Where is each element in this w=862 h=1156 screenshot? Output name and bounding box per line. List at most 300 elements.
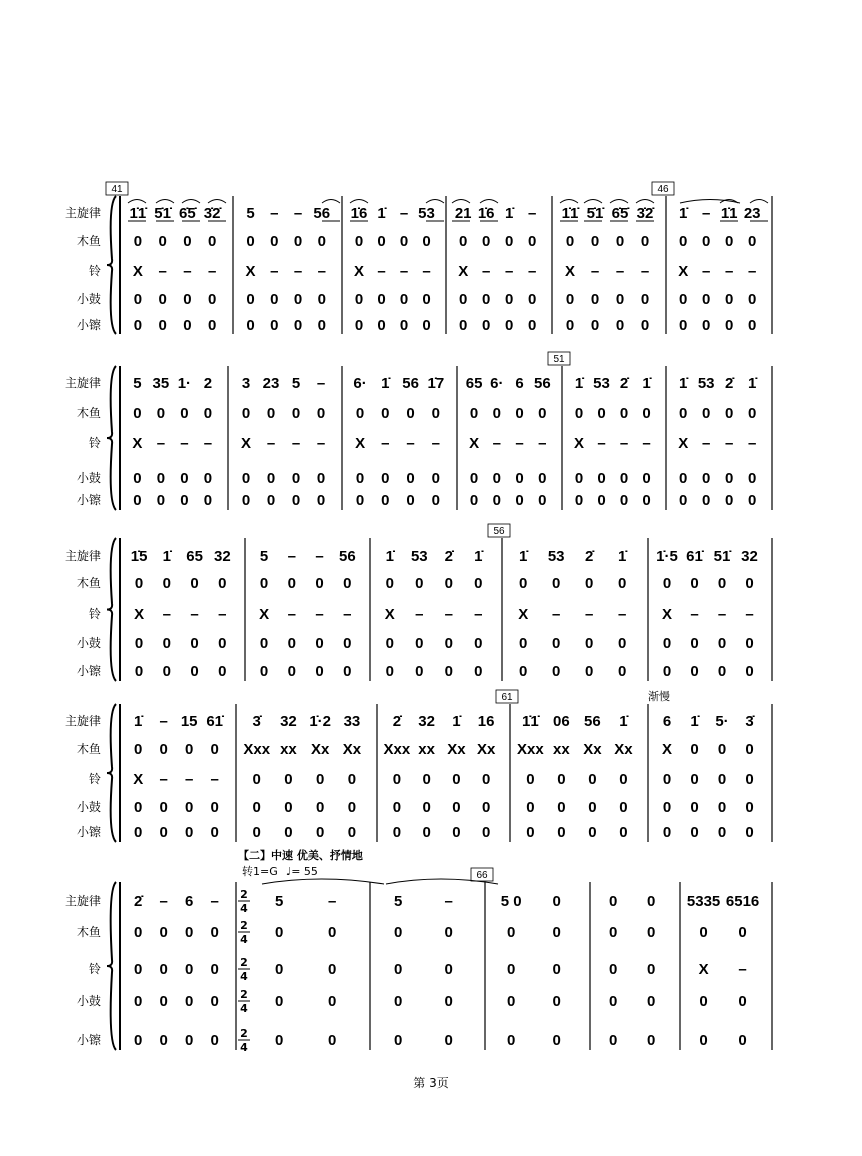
note-beat: 0: [717, 575, 727, 592]
note-beat: 0: [745, 575, 754, 592]
note-beat: –: [748, 435, 757, 452]
note-beat: –: [159, 893, 168, 910]
note-beat: 0: [156, 470, 166, 487]
note-beat: 0: [492, 492, 502, 509]
slur: [636, 200, 654, 204]
note-beat: 0: [158, 233, 167, 250]
note-beat: 0: [354, 317, 364, 334]
note-beat: 56: [534, 375, 551, 392]
note-beat: 0: [717, 741, 727, 758]
note-beat: 0: [381, 470, 390, 487]
note-beat: X: [661, 606, 673, 623]
note-beat: 0: [745, 635, 754, 652]
note-beat: 0: [481, 771, 491, 788]
note-beat: 0: [316, 771, 325, 788]
note-beat: –: [180, 435, 189, 452]
note-beat: –: [317, 263, 326, 280]
note-beat: –: [640, 263, 650, 280]
note-beat: 65: [186, 548, 203, 565]
note-beat: –: [158, 263, 167, 280]
note-beat: 0: [316, 799, 325, 816]
note-beat: Xx: [614, 741, 633, 758]
note-beat: –: [343, 606, 352, 623]
note-beat: –: [702, 263, 711, 280]
note-beat: 0: [552, 961, 561, 978]
note-beat: –: [162, 606, 172, 623]
note-beat: 0: [725, 405, 734, 422]
note-beat: 0: [505, 233, 514, 250]
note-beat: 0: [565, 233, 575, 250]
note-beat: 2̇: [134, 893, 143, 910]
note-beat: X: [259, 606, 270, 623]
note-beat: 0: [528, 317, 537, 334]
note-beat: 0: [159, 961, 168, 978]
note-beat: –: [745, 606, 754, 623]
note-beat: 0: [246, 317, 255, 334]
note-beat: 53: [410, 548, 428, 565]
note-beat: 0: [717, 663, 727, 680]
note-beat: 15: [180, 713, 198, 730]
note-beat: 33: [343, 713, 361, 730]
note-beat: 0: [291, 492, 301, 509]
note-beat: 5: [394, 893, 403, 910]
note-beat: 0: [538, 405, 547, 422]
note-beat: 0: [618, 575, 627, 592]
note-beat: X: [134, 606, 145, 623]
time-sig-top: 2: [240, 888, 248, 901]
note-beat: 0: [185, 799, 194, 816]
note-beat: 0: [690, 575, 699, 592]
note-beat: 0: [156, 492, 166, 509]
slur: [322, 200, 340, 204]
note-beat: 0: [134, 575, 144, 592]
system-brace: [107, 704, 116, 842]
note-beat: 0: [133, 492, 142, 509]
note-beat: 0: [647, 893, 656, 910]
note-beat: 1̇: [748, 375, 757, 392]
slur: [610, 200, 628, 204]
note-beat: 0: [647, 924, 656, 941]
note-beat: 0: [156, 405, 166, 422]
slur: [560, 200, 578, 204]
note-beat: 0: [355, 492, 365, 509]
note-beat: 0: [588, 799, 597, 816]
instrument-label: 小鼓: [76, 292, 101, 306]
note-beat: 0: [183, 233, 192, 250]
note-beat: 53: [547, 548, 565, 565]
instrument-label: 铃: [88, 772, 101, 786]
note-beat: –: [505, 263, 514, 280]
note-beat: 0: [609, 893, 618, 910]
note-beat: –: [316, 375, 326, 392]
note-beat: 0: [190, 635, 199, 652]
note-beat: –: [218, 606, 227, 623]
note-beat: 53: [418, 205, 435, 222]
note-beat: 5 0: [500, 893, 522, 910]
note-beat: 0: [482, 291, 491, 308]
note-beat: 0: [492, 405, 502, 422]
note-beat: 0: [552, 893, 561, 910]
instrument-label: 木鱼: [76, 576, 101, 590]
note-beat: –: [515, 435, 524, 452]
instrument-label: 木鱼: [76, 925, 101, 939]
note-beat: X: [678, 263, 689, 280]
note-beat: 0: [343, 635, 352, 652]
note-beat: 0: [738, 924, 747, 941]
note-beat: 0: [574, 470, 584, 487]
note-beat: 0: [552, 575, 561, 592]
note-beat: 0: [392, 799, 402, 816]
note-beat: –: [690, 606, 699, 623]
note-beat: 0: [444, 993, 453, 1010]
note-beat: 0: [266, 492, 276, 509]
note-beat: 0: [609, 961, 618, 978]
note-beat: 0: [619, 799, 628, 816]
note-beat: 0: [218, 575, 227, 592]
note-beat: 1̇5: [130, 548, 148, 565]
note-beat: 0: [207, 317, 217, 334]
note-beat: 0: [679, 317, 688, 334]
note-beat: 5: [275, 893, 284, 910]
note-beat: –: [287, 548, 297, 565]
slur: [750, 200, 768, 204]
note-beat: 0: [259, 575, 269, 592]
note-beat: 0: [748, 492, 757, 509]
instrument-label: 木鱼: [76, 742, 101, 756]
note-beat: 0: [385, 663, 394, 680]
note-beat: 1̇: [642, 375, 651, 392]
note-beat: 1̇7: [427, 375, 445, 392]
note-beat: 35: [152, 375, 170, 392]
note-beat: 6: [515, 375, 524, 392]
time-sig-top: 2: [240, 988, 248, 1001]
note-beat: 2̇: [619, 375, 629, 392]
note-beat: 0: [557, 799, 566, 816]
note-beat: 0: [381, 492, 390, 509]
note-beat: 0: [287, 575, 297, 592]
note-beat: 0: [717, 799, 727, 816]
note-beat: 0: [355, 405, 365, 422]
note-beat: 1̇: [381, 375, 390, 392]
note-beat: –: [406, 435, 415, 452]
note-beat: Xx: [342, 741, 362, 758]
note-beat: 1̇6: [477, 205, 495, 222]
note-beat: 3̇: [252, 713, 261, 730]
note-beat: 0: [252, 771, 261, 788]
note-beat: 0: [469, 405, 479, 422]
note-beat: –: [156, 435, 166, 452]
note-beat: 1̇: [679, 205, 688, 222]
note-beat: 0: [328, 961, 337, 978]
note-beat: 1̇: [385, 548, 394, 565]
note-beat: 1̇: [618, 548, 627, 565]
note-beat: 0: [347, 824, 357, 841]
note-beat: 0: [444, 575, 453, 592]
note-beat: 0: [415, 663, 424, 680]
note-beat: 0: [679, 470, 688, 487]
note-beat: 0: [134, 1032, 143, 1049]
note-beat: X: [678, 435, 689, 452]
note-beat: –: [210, 771, 219, 788]
note-beat: 0: [210, 924, 219, 941]
note-beat: –: [590, 263, 600, 280]
note-beat: 3̇2̇: [203, 205, 221, 222]
note-beat: 0: [343, 575, 352, 592]
note-beat: 1̇6: [350, 205, 368, 222]
note-beat: –: [207, 263, 217, 280]
note-beat: 0: [565, 291, 575, 308]
note-beat: 0: [619, 824, 628, 841]
note-beat: 0: [317, 291, 326, 308]
note-beat: –: [328, 893, 337, 910]
note-beat: Xx: [447, 741, 466, 758]
note-beat: 06: [553, 713, 570, 730]
note-beat: 0: [444, 924, 453, 941]
instrument-label: 小镲: [76, 664, 101, 678]
note-beat: 0: [185, 924, 194, 941]
note-beat: 0: [134, 741, 143, 758]
note-beat: 0: [180, 492, 189, 509]
note-beat: 0: [246, 233, 255, 250]
note-beat: 32: [214, 548, 231, 565]
note-beat: 0: [385, 635, 394, 652]
note-beat: 0: [406, 470, 415, 487]
note-beat: Xxx: [243, 741, 271, 758]
note-beat: 0: [293, 233, 303, 250]
note-beat: 5: [133, 375, 142, 392]
note-beat: 0: [392, 771, 402, 788]
note-beat: 0: [515, 405, 524, 422]
note-beat: 0: [519, 635, 528, 652]
note-beat: 0: [699, 1032, 708, 1049]
note-beat: 0: [218, 635, 227, 652]
note-beat: 0: [748, 405, 757, 422]
note-beat: 0: [133, 470, 142, 487]
note-beat: 0: [406, 405, 415, 422]
note-beat: X: [698, 961, 709, 978]
note-beat: 5: [259, 548, 269, 565]
note-beat: 0: [315, 635, 324, 652]
note-beat: 0: [316, 492, 326, 509]
note-beat: –: [702, 205, 711, 222]
note-beat: 1̇: [377, 205, 386, 222]
note-beat: 0: [241, 492, 251, 509]
note-beat: X: [518, 606, 529, 623]
note-beat: 0: [444, 663, 453, 680]
note-beat: 0: [347, 799, 357, 816]
note-beat: 0: [585, 663, 594, 680]
note-beat: 2̇: [444, 548, 453, 565]
page-number: 第 3页: [413, 1076, 449, 1090]
note-beat: 0: [134, 635, 144, 652]
note-beat: 0: [210, 799, 219, 816]
note-beat: 2̇: [392, 713, 402, 730]
note-beat: Xxx: [383, 741, 411, 758]
note-beat: X: [564, 263, 576, 280]
note-beat: X: [133, 771, 144, 788]
note-beat: 0: [679, 405, 688, 422]
note-beat: 0: [422, 233, 431, 250]
note-beat: –: [210, 893, 219, 910]
note-beat: 0: [519, 575, 528, 592]
note-beat: 0: [355, 470, 365, 487]
note-beat: 0: [317, 233, 326, 250]
note-beat: 0: [619, 470, 629, 487]
note-beat: 0: [528, 233, 537, 250]
instrument-label: 小镲: [76, 825, 101, 839]
note-beat: 0: [133, 291, 143, 308]
note-beat: 0: [609, 1032, 618, 1049]
note-beat: 0: [444, 1032, 453, 1049]
note-beat: –: [270, 205, 279, 222]
note-beat: 5·: [715, 713, 729, 730]
note-beat: 0: [702, 233, 711, 250]
note-beat: 1̇1̇: [561, 205, 579, 222]
note-beat: 0: [422, 824, 431, 841]
instrument-label: 铃: [88, 962, 101, 976]
note-beat: 0: [287, 663, 297, 680]
note-beat: –: [585, 606, 594, 623]
note-beat: 0: [270, 291, 279, 308]
time-sig-top: 2: [240, 919, 248, 932]
note-beat: –: [159, 771, 168, 788]
note-beat: 3̇: [745, 713, 754, 730]
note-beat: 0: [159, 824, 168, 841]
time-sig-bottom: 4: [240, 1041, 248, 1054]
note-beat: 0: [615, 317, 625, 334]
note-beat: Xxx: [517, 741, 544, 758]
note-beat: 0: [552, 924, 561, 941]
note-beat: 0: [180, 405, 189, 422]
note-beat: 0: [690, 771, 699, 788]
note-beat: 0: [275, 1032, 284, 1049]
note-beat: 0: [702, 291, 711, 308]
note-beat: 0: [619, 405, 629, 422]
note-beat: 1̇: [619, 713, 628, 730]
note-beat: 0: [422, 771, 431, 788]
note-beat: 0: [210, 1032, 219, 1049]
note-beat: 0: [284, 771, 293, 788]
note-beat: 0: [538, 470, 547, 487]
measure-number: 41: [111, 184, 123, 195]
note-beat: 0: [702, 492, 711, 509]
note-beat: 0: [738, 1032, 747, 1049]
note-beat: 0: [702, 470, 711, 487]
note-beat: xx: [418, 741, 435, 758]
note-beat: 0: [745, 741, 754, 758]
note-beat: 0: [241, 405, 251, 422]
instrument-label: 木鱼: [76, 234, 101, 248]
note-beat: 0: [275, 993, 284, 1010]
instrument-label: 小镲: [76, 493, 101, 507]
measure-number: 46: [657, 184, 669, 195]
slur: [128, 200, 146, 204]
section-title: 【二】中速 优美、抒情地: [238, 849, 363, 862]
note-beat: X: [132, 435, 143, 452]
note-beat: –: [702, 435, 711, 452]
note-beat: 0: [647, 1032, 656, 1049]
note-beat: 0: [259, 663, 269, 680]
note-beat: –: [642, 435, 651, 452]
note-beat: 0: [159, 799, 168, 816]
note-beat: –: [316, 435, 326, 452]
instrument-label: 主旋律: [64, 376, 101, 390]
note-beat: 0: [183, 317, 192, 334]
instrument-label: 铃: [88, 436, 101, 450]
note-beat: 0: [642, 405, 651, 422]
note-beat: 0: [647, 961, 656, 978]
note-beat: 0: [662, 771, 672, 788]
time-sig-bottom: 4: [240, 933, 248, 946]
note-beat: 0: [133, 405, 142, 422]
note-beat: 0: [690, 663, 699, 680]
note-beat: 0: [481, 824, 491, 841]
note-beat: –: [315, 548, 324, 565]
note-beat: –: [185, 771, 194, 788]
note-beat: Xx: [311, 741, 330, 758]
note-beat: 1̇: [162, 548, 172, 565]
note-beat: 0: [507, 961, 516, 978]
instrument-label: 主旋律: [64, 714, 101, 728]
note-beat: 0: [210, 824, 219, 841]
slur: [350, 200, 368, 204]
note-beat: 6̇5̇: [611, 205, 629, 222]
note-beat: 0: [662, 799, 672, 816]
slur: [208, 200, 226, 204]
note-beat: 0: [469, 492, 479, 509]
note-beat: 0: [162, 663, 172, 680]
note-beat: 0: [293, 291, 303, 308]
note-beat: 0: [745, 824, 754, 841]
measure-number: 66: [476, 870, 488, 881]
note-beat: 0: [385, 575, 394, 592]
note-beat: 5: [291, 375, 301, 392]
note-beat: Xx: [583, 741, 602, 758]
note-beat: 0: [444, 635, 453, 652]
note-beat: 1̇: [690, 713, 699, 730]
note-beat: 0: [745, 663, 754, 680]
note-beat: 0: [203, 492, 213, 509]
note-beat: 0: [640, 291, 650, 308]
slur: [452, 200, 470, 204]
note-beat: 0: [185, 961, 194, 978]
note-beat: 21: [454, 205, 472, 222]
note-beat: 0: [702, 317, 711, 334]
note-beat: 0: [588, 824, 597, 841]
note-beat: 0: [690, 824, 699, 841]
note-beat: 0: [662, 824, 672, 841]
note-beat: –: [293, 205, 303, 222]
note-beat: 0: [574, 405, 584, 422]
note-beat: –: [538, 435, 547, 452]
note-beat: xx: [280, 741, 297, 758]
gradual-slow-mark: 渐慢: [648, 690, 670, 703]
note-beat: 0: [585, 575, 594, 592]
note-beat: 0: [745, 799, 754, 816]
note-beat: 0: [679, 492, 688, 509]
note-beat: 0: [505, 317, 514, 334]
note-beat: 0: [699, 924, 708, 941]
note-beat: 0: [252, 824, 261, 841]
note-beat: 0: [315, 663, 324, 680]
note-beat: 0: [381, 405, 390, 422]
note-beat: 0: [505, 291, 514, 308]
note-beat: –: [159, 713, 168, 730]
note-beat: 5̇1̇: [154, 205, 171, 222]
note-beat: 0: [748, 317, 757, 334]
note-beat: 0: [134, 663, 144, 680]
note-beat: 0: [615, 291, 625, 308]
